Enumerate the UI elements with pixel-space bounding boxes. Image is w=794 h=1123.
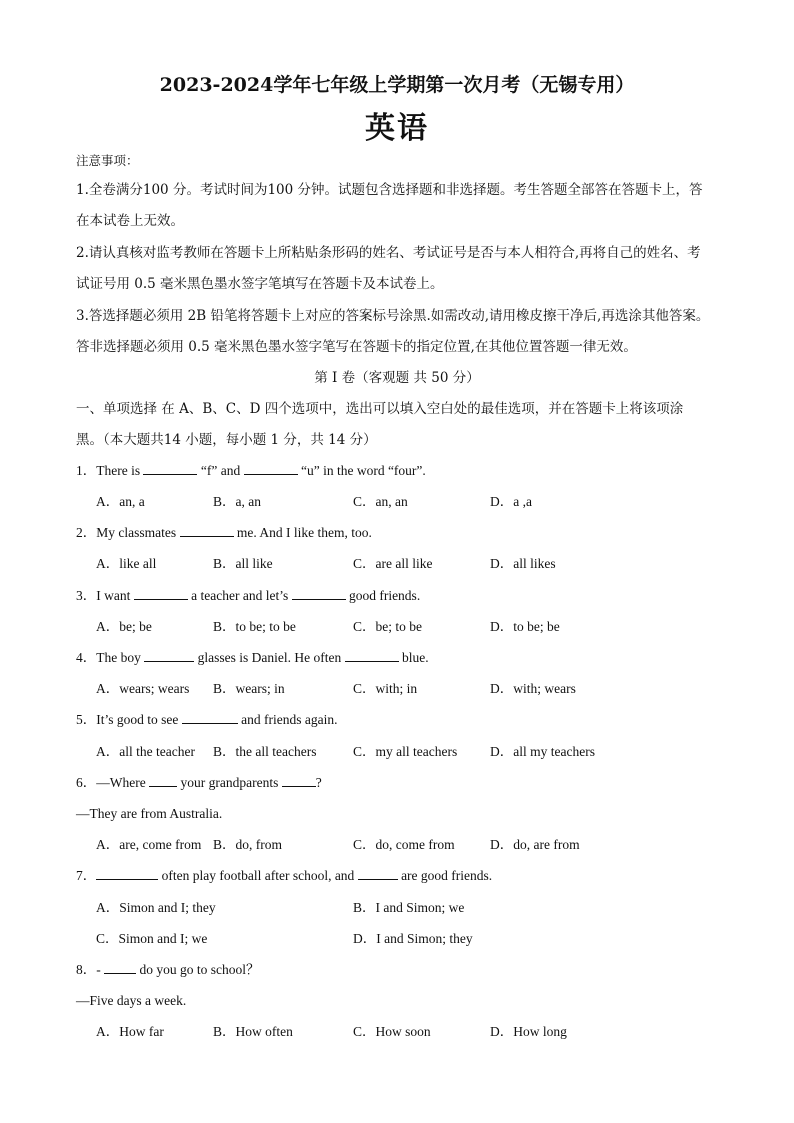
- option-d: D．to be; be: [490, 619, 560, 634]
- volume-heading: 第 I 卷（客观题 共 50 分）: [314, 370, 480, 386]
- question-text: often play football after school, and: [158, 868, 358, 883]
- option-b: B．How often: [213, 1024, 293, 1039]
- notes-line: 1.全卷满分100 分。考试时间为100 分钟。试题包含选择题和非选择题。考生答题全部答在答题卡上，答: [76, 182, 703, 198]
- question-3: [76, 587, 420, 605]
- option-b: B．all like: [213, 556, 273, 571]
- answer-blank: [182, 711, 238, 724]
- notes-line: 3.答选择题必须用 2B 铅笔将答题卡上对应的答案标号涂黑.如需改动,请用橡皮擦干净后,再选涂其他答案。: [76, 308, 710, 324]
- option-d: D．a ,a: [490, 494, 532, 509]
- option-c: C．be; to be: [353, 619, 422, 634]
- answer-blank: [345, 649, 399, 662]
- option-c: C．are all like: [353, 556, 433, 571]
- option-d: D．all my teachers: [490, 744, 595, 759]
- option-c: C．an, an: [353, 494, 408, 509]
- question-number: 7．: [76, 868, 97, 883]
- option-c: C．my all teachers: [353, 744, 458, 759]
- question-text: “f” and: [197, 463, 244, 478]
- answer-blank: [104, 961, 136, 974]
- option-b: B．to be; to be: [213, 619, 296, 634]
- option-a: A．like all: [96, 556, 157, 571]
- notes-line: 试证号用 0.5 毫米黑色墨水签字笔填写在答题卡及本试卷上。: [76, 276, 444, 292]
- option-b: B．do, from: [213, 837, 282, 852]
- question-text: do you go to school？: [136, 962, 260, 977]
- question-number: 8．: [76, 962, 97, 977]
- answer-blank: [144, 649, 194, 662]
- question-text: blue.: [398, 650, 429, 665]
- question-text: glasses is Daniel. He often: [194, 650, 345, 665]
- option-c: C．do, come from: [353, 837, 455, 852]
- subject-title: 英语: [365, 111, 429, 146]
- option-b: B．a, an: [213, 494, 261, 509]
- option-a: A．are, come from: [96, 837, 202, 852]
- question-1: [76, 462, 426, 480]
- question-number: 6．: [76, 775, 97, 790]
- option-a: A．be; be: [96, 619, 152, 634]
- question-7: [76, 867, 492, 885]
- option-a: A．wears; wears: [96, 681, 190, 696]
- option-a: A．all the teacher: [96, 744, 195, 759]
- question-text: “u” in the word “four”.: [297, 463, 426, 478]
- answer-blank: [282, 774, 316, 787]
- option-c: C．Simon and I; we: [96, 931, 208, 946]
- answer-blank: [292, 587, 346, 600]
- answer-blank: [358, 867, 398, 880]
- answer-blank: [244, 462, 298, 475]
- question-text: a teacher and let’s: [187, 588, 292, 603]
- section-instruction: 黑。（本大题共14 小题，每小题 1 分，共 14 分）: [76, 432, 377, 448]
- notes-line: 2.请认真核对监考教师在答题卡上所粘贴条形码的姓名、考试证号是否与本人相符合,再将自己的姓名、考: [76, 245, 701, 261]
- option-d: D．with; wears: [490, 681, 576, 696]
- question-number: 1．: [76, 463, 97, 478]
- question-text: good friends.: [345, 588, 421, 603]
- answer-blank: [143, 462, 197, 475]
- question-6-reply: —They are from Australia.: [76, 806, 223, 821]
- option-b: B．wears; in: [213, 681, 285, 696]
- option-d: D．do, are from: [490, 837, 580, 852]
- answer-blank: [96, 867, 158, 880]
- option-d: D．How long: [490, 1024, 567, 1039]
- question-text: It’s good to see: [96, 712, 182, 727]
- question-8-reply: —Five days a week.: [76, 993, 187, 1008]
- answer-blank: [149, 774, 177, 787]
- question-8: [76, 961, 260, 979]
- question-6: [76, 774, 322, 792]
- question-4: [76, 649, 429, 667]
- question-text: There is: [96, 463, 144, 478]
- question-text: your grandparents: [177, 775, 282, 790]
- option-a: A．How far: [96, 1024, 164, 1039]
- question-number: 2．: [76, 525, 97, 540]
- notes-line: 在本试卷上无效。: [76, 213, 184, 229]
- question-text: are good friends.: [397, 868, 493, 883]
- option-c: C．How soon: [353, 1024, 431, 1039]
- notes-line: 答非选择题必须用 0.5 毫米黑色墨水签字笔写在答题卡的指定位置,在其他位置答题一律无效。: [76, 339, 637, 355]
- question-5: [76, 711, 337, 729]
- option-a: A．Simon and I; they: [96, 900, 216, 915]
- option-a: A．an, a: [96, 494, 145, 509]
- question-number: 4．: [76, 650, 97, 665]
- notes-heading: 注意事项：: [76, 153, 139, 168]
- option-b: B．the all teachers: [213, 744, 317, 759]
- option-b: B．I and Simon; we: [353, 900, 465, 915]
- option-d: D．I and Simon; they: [353, 931, 473, 946]
- question-text: and friends again.: [237, 712, 338, 727]
- question-text: -: [96, 962, 105, 977]
- question-2: [76, 524, 372, 542]
- question-text: The boy: [96, 650, 145, 665]
- section-instruction: 一、单项选择 在 A、B、C、D 四个选项中，选出可以填入空白处的最佳选项，并在答题卡上将该项涂: [76, 401, 684, 417]
- question-text: —Where: [96, 775, 150, 790]
- question-number: 5．: [76, 712, 97, 727]
- question-text: My classmates: [96, 525, 180, 540]
- question-text: I want: [96, 588, 134, 603]
- option-d: D．all likes: [490, 556, 556, 571]
- answer-blank: [180, 524, 234, 537]
- option-c: C．with; in: [353, 681, 418, 696]
- question-text: ?: [315, 775, 322, 790]
- exam-title: 2023-2024学年七年级上学期第一次月考（无锡专用）: [159, 74, 635, 96]
- question-number: 3．: [76, 588, 97, 603]
- answer-blank: [134, 587, 188, 600]
- question-text: me. And I like them, too.: [233, 525, 372, 540]
